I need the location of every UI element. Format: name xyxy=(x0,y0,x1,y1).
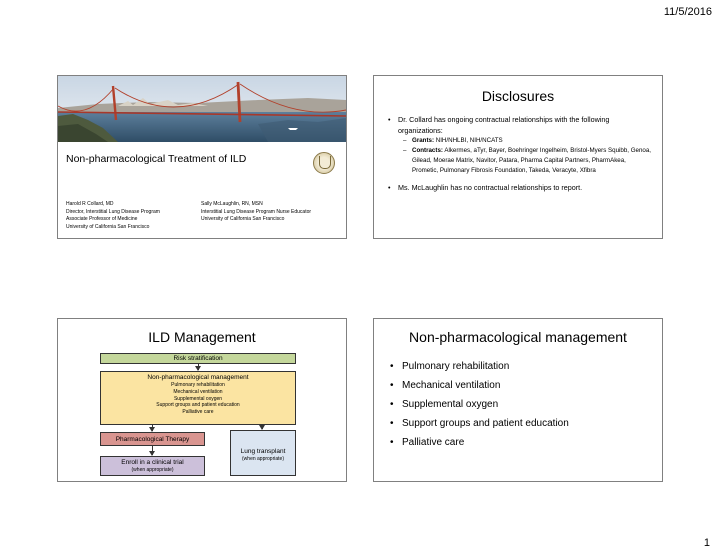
page-number: 1 xyxy=(703,537,710,549)
risk-stratification-box: Risk stratification xyxy=(100,353,296,364)
author-credit-collard: Harold R Collard, MD Director, Interstitial Lung Disease Program Associate Professor of Medicine University of California San Francisco xyxy=(66,201,160,230)
list-item: • Support groups and patient education xyxy=(390,414,656,433)
bullet-collard: • Dr. Collard has ongoing contractual relationships with the following organizations: xyxy=(388,114,652,136)
slide-heading: ILD Management xyxy=(148,329,256,345)
pharmacological-therapy-box: Pharmacological Therapy xyxy=(100,432,205,446)
slide-nonpharm-management xyxy=(373,318,663,482)
nonpharm-list xyxy=(390,357,656,452)
arrow-down-icon xyxy=(152,446,153,455)
list-item: • Mechanical ventilation xyxy=(390,376,656,395)
bullet-mclaughlin: • Ms. McLaughlin has no contractual relationships to report. xyxy=(388,182,652,193)
list-item: • Pulmonary rehabilitation xyxy=(390,357,656,376)
slide-title xyxy=(57,75,347,239)
sub-bullet-contracts: – Contracts: Alkermes, aTyr, Bayer, Boehringer Ingelheim, Bristol-Myers Squibb, Genoa, Gilead, Moerae Matrix, Navitor, Patara, Pharma Capital Partners, PharmAkea, Prometic, Pulmonary Fibrosis Foundation, Takeda, Veracyte, Xfibra xyxy=(388,146,652,176)
slide-title-text: Non-pharmacological Treatment of ILD xyxy=(66,153,247,165)
slide-disclosures xyxy=(373,75,663,239)
slide-ild-management xyxy=(57,318,347,482)
slide-heading: Non-pharmacological management xyxy=(409,329,627,345)
arrow-down-icon xyxy=(198,364,199,370)
slide-heading: Disclosures xyxy=(481,88,555,104)
disclosure-list xyxy=(388,114,652,193)
arrow-down-icon xyxy=(262,425,263,429)
list-item: • Palliative care xyxy=(390,433,656,452)
arrow-down-icon xyxy=(152,425,153,431)
author-credit-mclaughlin: Sally McLaughlin, RN, MSN Interstitial Lung Disease Program Nurse Educator University of California San Francisco xyxy=(201,201,312,222)
golden-gate-bridge-photo xyxy=(58,76,346,142)
university-seal-icon xyxy=(313,152,335,174)
sub-bullet-grants: – Grants: NIH/NHLBI, NIH/NCATS xyxy=(388,136,652,146)
nonpharm-management-box: Non-pharmacological management Pulmonary rehabilitation Mechanical ventilation Supplemental oxygen Support groups and patient education Palliative care xyxy=(100,371,296,425)
page-date: 11/5/2016 xyxy=(663,6,712,18)
clinical-trial-box: Enroll in a clinical trial (when appropriate) xyxy=(100,456,205,476)
list-item: • Supplemental oxygen xyxy=(390,395,656,414)
lung-transplant-box: Lung transplant (when appropriate) xyxy=(230,430,296,476)
